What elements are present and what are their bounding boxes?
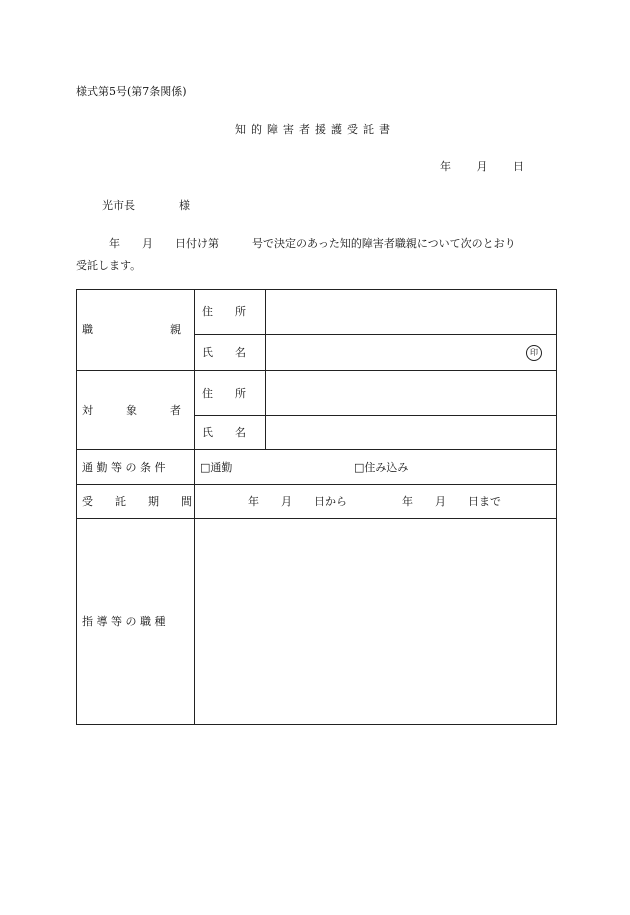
commute-option-checkbox[interactable]: □通勤 — [200, 460, 233, 474]
body-text-line-1: 年 月 日付け第 号で決定のあった知的障害者職親について次のとおり — [76, 237, 516, 250]
document-title: 知的障害者援護受託書 — [235, 123, 395, 136]
subject-address-label: 住 所 — [202, 386, 246, 400]
parent-name-label: 氏 名 — [202, 346, 246, 359]
table-border-right — [556, 289, 557, 725]
parent-address-label: 住 所 — [202, 305, 246, 318]
job-type-field[interactable] — [195, 519, 555, 724]
table-border-left — [76, 289, 77, 725]
parent-name-field[interactable] — [266, 335, 555, 370]
subject-address-field[interactable] — [266, 371, 555, 415]
table-border-bottom — [76, 724, 557, 725]
consignment-period-label: 受 託 期 間 — [82, 495, 192, 508]
live-in-option-checkbox[interactable]: □住み込み — [354, 460, 409, 474]
seal-mark: 印 — [526, 345, 542, 361]
parent-label: 職 親 — [82, 323, 181, 336]
consignment-period-field[interactable]: 年 月 日から 年 月 日まで — [248, 495, 501, 508]
commute-conditions-label: 通 勤 等 の 条 件 — [82, 460, 166, 474]
subject-name-field[interactable] — [266, 416, 555, 449]
subject-label: 対 象 者 — [82, 403, 181, 417]
addressee: 光市長 様 — [102, 199, 190, 212]
parent-address-field[interactable] — [266, 290, 555, 334]
subject-name-label: 氏 名 — [202, 426, 246, 439]
date-line: 年 月 日 — [440, 160, 524, 173]
form-table — [76, 289, 557, 725]
job-type-label: 指 導 等 の 職 種 — [82, 615, 166, 628]
body-text-line-2: 受託します。 — [76, 259, 142, 272]
form-number: 様式第5号(第7条関係) — [76, 85, 187, 98]
